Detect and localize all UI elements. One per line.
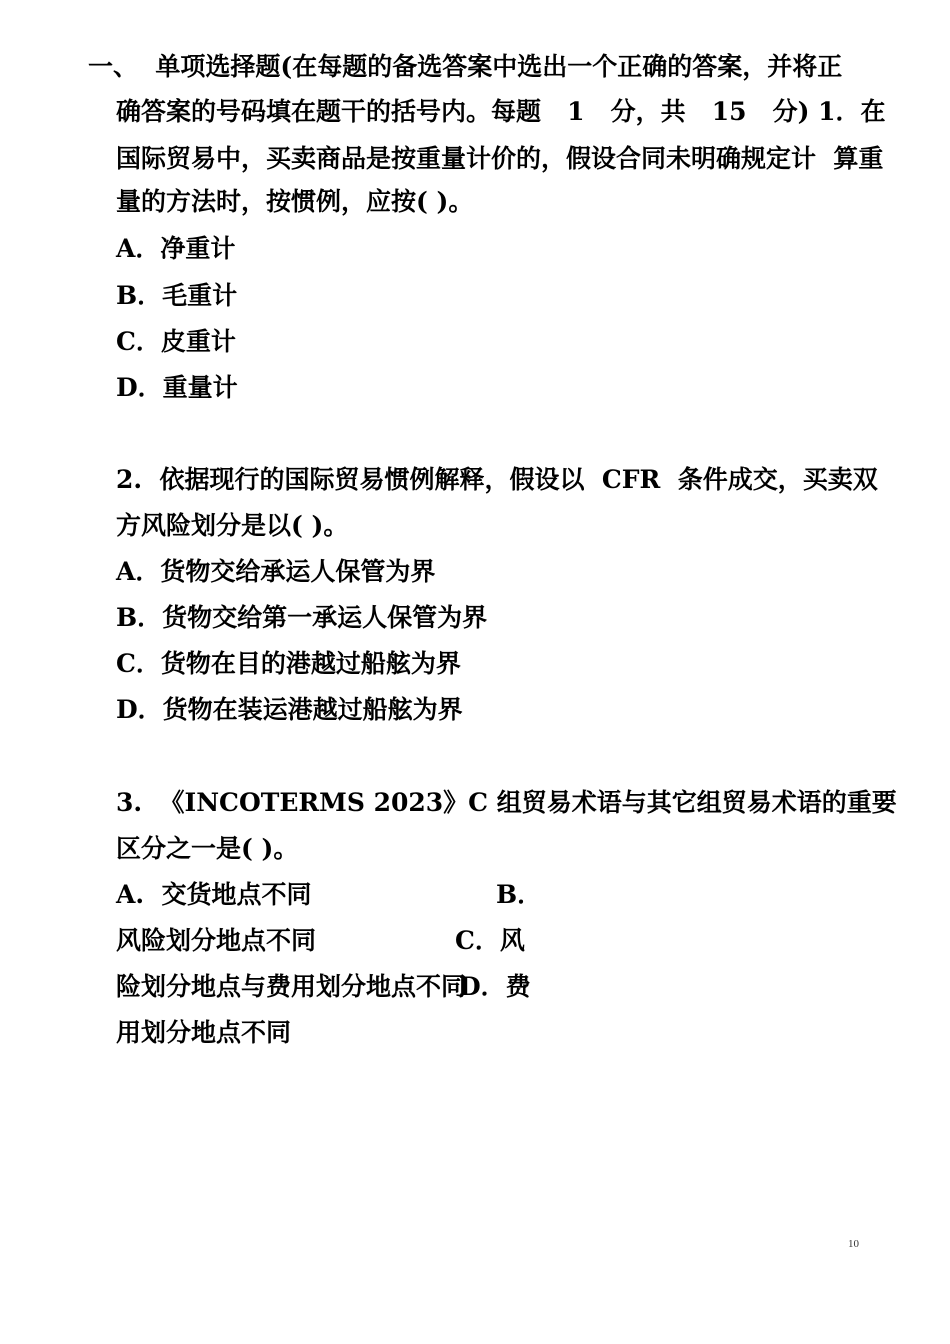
- question-2-line: 2. 依据现行的国际贸易惯例解释，假设以 CFR 条件成交，买卖双: [116, 465, 878, 494]
- page-number: 10: [848, 1238, 859, 1250]
- option-c-text: 险划分地点与费用划分地点不同: [116, 972, 467, 1001]
- option-d: D．重量计: [116, 373, 238, 402]
- option-c-label: C．风: [455, 926, 525, 955]
- question-3-line: 3. 《INCOTERMS 2023》C 组贸易术语与其它组贸易术语的重要: [116, 788, 897, 817]
- option-b: B．货物交给第一承运人保管为界: [116, 603, 488, 632]
- question-3-line: 区分之一是( )。: [116, 834, 299, 863]
- option-c: C．货物在目的港越过船舷为界: [116, 649, 461, 678]
- option-b-text: 风险划分地点不同: [116, 926, 317, 955]
- option-a: A. 交货地点不同: [116, 880, 312, 909]
- option-d-label: D．费: [459, 972, 531, 1001]
- question-1-line: 国际贸易中，买卖商品是按重量计价的，假设合同未明确规定计 算重: [116, 144, 884, 173]
- option-a: A．货物交给承运人保管为界: [116, 557, 436, 586]
- question-1-line: 量的方法时，按惯例，应按( )。: [116, 187, 474, 216]
- option-d: D．货物在装运港越过船舷为界: [116, 695, 463, 724]
- question-2-line: 方风险划分是以( )。: [116, 511, 349, 540]
- option-d-text: 用划分地点不同: [116, 1018, 292, 1047]
- option-c: C．皮重计: [116, 327, 236, 356]
- section-line: 确答案的号码填在题干的括号内。每题 1 分，共 15 分) 1．在: [116, 97, 886, 126]
- option-b-label: B．: [496, 880, 543, 909]
- option-a: A．净重计: [116, 234, 236, 263]
- option-b: B．毛重计: [116, 281, 238, 310]
- section-line: 一、 单项选择题(在每题的备选答案中选出一个正确的答案，并将正: [88, 52, 843, 81]
